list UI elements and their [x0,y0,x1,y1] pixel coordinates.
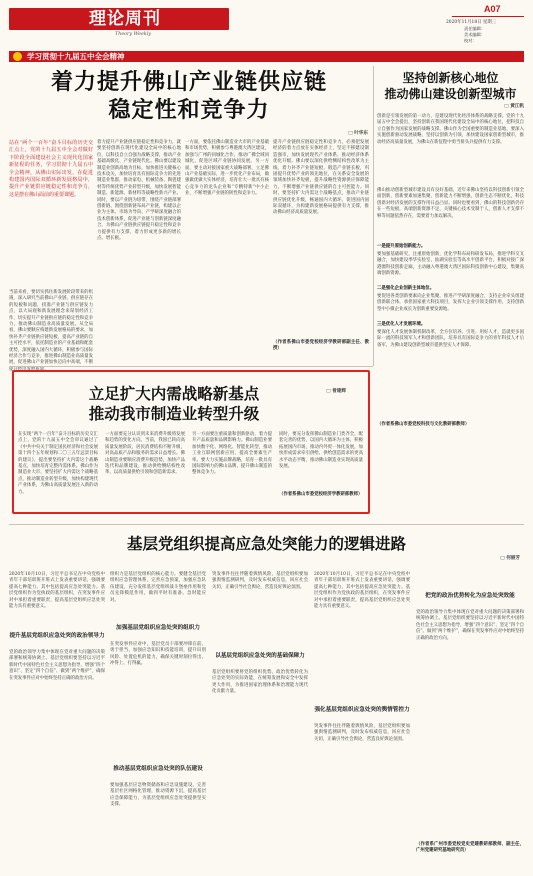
section-banner [9,51,524,62]
lead-body-col-4: 提升产业链供应链稳定性和竞争力，必须把发展经济的着力点放在实体经济上，坚定不移建设制造强市，加快发展现代产业体系，推动经济体系优化升级。佛山要以深化供给侧结构性改革为主线，着力补齐产业链短板，锻造产业链长板，巩固提升优势产业的领先地位，在关系安全发展的领域加快补齐短板，提升战略性资源供应保障能力，不断增强产业链供应链的自主可控能力。同时，要坚持扩大内需这个战略基点，推动产业链供应链优化升级，畅通国内大循环，促进国内国际双循环，为构建新发展格局提供有力支撑，推动佛山经济高质量发展。 [273,140,369,216]
masthead-subtitle: Theory Weekly [115,32,151,37]
bottom-subhead-3: 推动基层党组织应急处突的队伍建设 [113,766,203,772]
side-body-3: 要加强基础研究，注重原始创新，优化学科布局和研发布局，推进学科交叉融合，加快建设季华实验室、仙湖实验室等高水平创新平台，积极对接广深港澳科技创新走廊，主动融入粤港澳大湾区国际科技创新中心建设，集聚高端创新资源。 [377,252,524,277]
lead-author-note: （作者系佛山市委党校经济学教研部副主任、教授） [273,340,369,352]
bottom-subhead-5: 强化基层党组织应急处突的舆情管控力 [314,707,410,713]
banner-emblem-icon [13,52,22,61]
side-title-line-1: 坚持创新核心地位 [402,71,499,85]
issue-page-number: A07 [484,4,501,14]
side-subhead-1: 一是提升原始创新能力。 [377,244,426,249]
feature-body-3: 另一方面要注重质量和创新驱动，着力提升产品质量和品牌影响力。佛山制造业要加快数字化、网络化、智能化转型，推动工业互联网创新应用，提高全要素生产率。要大力实施品牌战略，培育一批具有国际影响力的佛山品牌，提升佛山制造的整体竞争力。 [192,432,272,476]
banner-text: 学习贯彻十九届五中全会精神 [27,52,125,61]
divider-lead-bottom [9,366,373,367]
side-byline: □ 黄江帆 [504,104,524,109]
designer-credit: 美术编辑： [464,32,485,37]
bottom-body-1: 2020年10月10日，习近平总书记在中央党校中青年干部培训班开班式上发表重要讲话，强调要提高七种能力，其中包括提高应急处突能力。基层党组织作为党执政的基层组织，在突发事件应对中承担着重要职责，提高基层党组织应急处突能力具有重要意义。 [9,572,105,610]
side-title [377,70,524,102]
side-subhead-3: 三是优化人才发展环境。 [377,322,426,327]
bottom-body-3: 组织力是基层党组织的核心能力。要健全基层党组织应急管理体系，完善应急预案，加强应急队伍建设，充分发挥基层党组织战斗堡垒作用和党员先锋模范作用，做到平时有准备、急时能应对。 [110,572,206,603]
lead-body-col-1: 当前来看，要切实抓住新发展阶段带来的机遇，深入研究当前佛山产业链、供应链存在的短板和问题，找准产业链与供应链发力点，以大局观和新发展理念来谋划经济工作，切实提升产业链供应链的稳定性和竞争力，推动佛山制造业高质量发展。从全局看，佛山要顺应构建新发展格局的要求，加快补齐产业链供应链短板，提高产业链的自主可控水平，依托制造业的产业基础和配套优势，深度融入国内大循环，积极参与国际经济合作与竞争，推进佛山制造业高质量发展，促进佛山产业链加快迈向中高端，不断提升经济发展质量。 [9,290,93,372]
issue-date: 2020年11月18日 星期三 [446,20,497,25]
bottom-body-9-text: 突发事件往往伴随着舆情风险，基层党组织要加强舆情监测研判，及时发布权威信息，回应社会关切，正确引导社会舆论，营造良好舆论氛围。 [314,724,410,742]
bottom-body-10 [416,610,524,840]
feature-body-4: 同时，要充分发挥佛山制造业门类齐全、配套完善的优势，以国内大循环为主体，积极拓展国内市场，推动内外贸一体化发展，加快形成需求牵引供给、供给创造需求的更高水平动态平衡，推动佛山制造业实现高质量发展。 [279,432,363,470]
bottom-body-7: 基层党组织要将党的组织优势、政治优势转化为应急处突的实际效能，在统筹发展和安全中发挥更大作用，为推进国家治理体系和治理能力现代化贡献力量。 [212,670,308,695]
bottom-byline: □ 何丽芳 [500,556,520,561]
feature-box [12,370,370,514]
lead-body-col-2: 着力提升产业链供应链稳定性和竞争力，就要坚持创新在现代化建设全局中的核心地位，以科技自立自强为战略支撑，推动产业基础高级化、产业链现代化。佛山要以建设制造业创新高地为目标，加快推进关键核心技术攻关，加快培育具有国际竞争力的先进制造业集群，推动家电、机械装备、陶瓷建材等传统优势产业转型升级，加快发展智能制造、新能源、新材料等战略性新兴产业。同时，要以产业链为纽带，围绕产业链部署创新链、围绕创新链布局产业链，构建以企业为主体、市场为导向、产学研深度融合的技术创新体系，促进产业链与创新链深度融合，为佛山产业链供应链提升稳定性和竞争力提供有力支撑，着力形成更多新的增长点、增长极。 [97,140,181,242]
bottom-subhead-2: 加强基层党组织应急处突的组织力 [116,625,200,631]
feature-body-1: 在实现“两个一百年”奋斗目标的历史交汇点上，党的十九届五中全会审议通过了《中共中央关于制定国民经济和社会发展第十四个五年规划和二〇三五年远景目标的建议》，提出要坚持扩大内需这个战略基点，加快培育完整内需体系。佛山作为制造业大市，要坚持扩大内需这个战略基点，推动制造业转型升级，加快构建现代产业体系，为佛山高质量发展注入新的动力。 [18,432,98,495]
proof-credit: 校对： [464,38,477,43]
bottom-body-5: 要加强基层应急物资储备和应急设施建设，完善基层社区网格化管理，推动资源下沉，提高基层应急保障能力，为基层党组织应急处突提供坚实支撑。 [110,783,206,808]
side-title-line-2: 推动佛山建设创新型城市 [384,87,517,101]
bottom-body-2: 党的政治领导力集中体现在党对重大问题的决策部署和统筹协调上。基层党组织要坚持以习近平新时代中国特色社会主义思想为指导，增强“四个意识”、坚定“四个自信”、做到“两个维护”，确保在突发事件应对中始终坚持正确的政治方向。 [9,650,105,681]
bottom-body-8 [314,572,410,702]
lead-title-line-2: 稳定性和竞争力 [108,97,270,123]
lead-body-col-3: 一方面，要依托佛山制造业大市的产业基础和市场优势，积极参与粤港澳大湾区建设，加强与广州的同城化合作，推动广佛全域同城化，促进区域产业链协同发展。另一方面，要主动对接国家重大战略部署，立足佛山产业基础实际，进一步优化产业布局，做强做优做大实体经济，培育壮大一批具有核心竞争力的龙头企业和“专精特新”中小企业，不断增强产业链的韧性和竞争力。 [185,140,269,197]
bottom-body-8-text: 2020年10月10日，习近平总书记在中央党校中青年干部培训班开班式上发表重要讲话，强调要提高七种能力，其中包括提高应急处突能力。基层党组织作为党执政的基层组织，在突发事件应对中承担着重要职责，提高基层党组织应急处突能力具有重要意义。 [314,572,410,610]
side-subhead-2: 二是强化企业创新主体地位。 [377,286,435,291]
bottom-author-note: （作者系广州市委党校党史党建教研部教师、副主任，广州党建研究基地研究员） [416,842,524,854]
lead-intro: 站在“两个一百年”奋斗目标的历史交汇点上，党的十九届五中全会对做好下阶段全面建设社会主义现代化国家新征程的任务，学习贯彻十九届五中全会精神，从佛山实际出发，在促进构建国内国际双循环新发展格局中，提升产业链供应链稳定性和竞争力，这是摆在佛山面前的重要课题。 [9,140,93,198]
bottom-body-6: 突发事件往往伴随着舆情风险，基层党组织要加强舆情监测研判，及时发布权威信息，回应社会关切，正确引导社会舆论，营造良好舆论氛围。 [212,572,308,590]
feature-title-line-2: 推动我市制造业转型升级 [88,404,260,423]
lead-title-line-1: 着力提升佛山产业链供应链 [50,69,327,95]
feature-body-2: 一方面要充分认识到未来消费升级将发展和趋势的变化方向。当前，我国已转向高质量发展阶段，居民消费结构不断升级，对高品质产品和服务的需求日益增长。佛山制造业要顺应消费升级趋势，加快产品迭代和品牌建设，推动供给侧结构性改革，以高质量供给引领和创造新需求。 [105,432,185,476]
side-body-1: 创新是引领发展的第一动力，是建设现代化经济体系的战略支撑。党的十九届五中全会提出，坚持创新在我国现代化建设全局中的核心地位，把科技自立自强作为国家发展的战略支撑。佛山作为全国重要的制造业基地，要深入实施创新驱动发展战略，坚持以创新为引领，加快建设国家创新型城市，推动经济高质量发展，为佛山在新征程中勇当排头兵提供有力支撑。 [377,114,524,145]
feature-title [54,384,294,424]
feature-author-note: （作者系佛山市委党校经济学教研部教师） [279,492,363,497]
masthead [0,0,533,50]
bottom-subhead-1: 提升基层党组织应急处突的政治领导力 [9,633,105,639]
bottom-title: 基层党组织提高应急处突能力的逻辑进路 [126,534,406,553]
side-author-note: （作者系佛山市委党校科技与文化教研部教师） [377,422,470,427]
feature-title-line-1: 立足扩大内需战略新基点 [88,384,260,403]
side-body-5: 要深化人才发展体制机制改革，全方位培养、引进、用好人才，造就更多国际一流的科技领军人才和创新团队，培养具有国际竞争力的青年科技人才后备军，为佛山建设创新型城市提供坚实人才保障。 [377,330,524,348]
bottom-body-9 [314,724,410,870]
masthead-title: 理论周刊 [89,9,161,29]
bottom-subhead-4: 以基层党组织应急处突的基础保障力 [215,653,305,659]
side-body-4: 要促进各类创新要素向企业集聚，推进产学研深度融合，支持企业牵头组建创新联合体，承担国家重大科技项目，发挥大企业引领支撑作用，支持创新型中小微企业成长为创新重要发源地。 [377,294,524,312]
divider-lead-right [373,66,374,366]
lead-byline: □ 叶华东 [348,131,368,136]
divider-bottom [9,524,524,525]
issue-box [452,4,524,17]
bottom-body-4: 在突发事件应对中，基层党员干部要冲锋在前、勇于担当，加强应急知识和技能培训，提升识别风险、处置危机的能力，确保关键时刻拉得出、冲得上、打得赢。 [110,642,206,667]
bottom-body-10-text: 党的政治领导力集中体现在党对重大问题的决策部署和统筹协调上。基层党组织要坚持以习近平新时代中国特色社会主义思想为指导，增强“四个意识”、坚定“四个自信”、做到“两个维护”，确保在突发事件应对中始终坚持正确的政治方向。 [416,610,524,641]
feature-byline: □ 曾建辉 [326,389,346,394]
bottom-subhead-6: 把党的政治优势转化为应急处突效能 [425,593,515,599]
editor-credit: 责任编辑： [464,26,485,31]
side-body-2: 佛山推动创新型城市建设具有良好基础，近年来佛山坚持以科技创新引领全面创新，创新要素加速集聚，创新能力不断增强，创新生态不断优化，科技创新对经济发展的支撑作用日益凸显。同时也要看到，佛山的科技创新仍存在一些短板，高端创新资源不足，关键核心技术受制于人，创新人才支撑不够等问题依然存在，需要着力加以解决。 [377,188,524,219]
lead-title [9,68,369,124]
